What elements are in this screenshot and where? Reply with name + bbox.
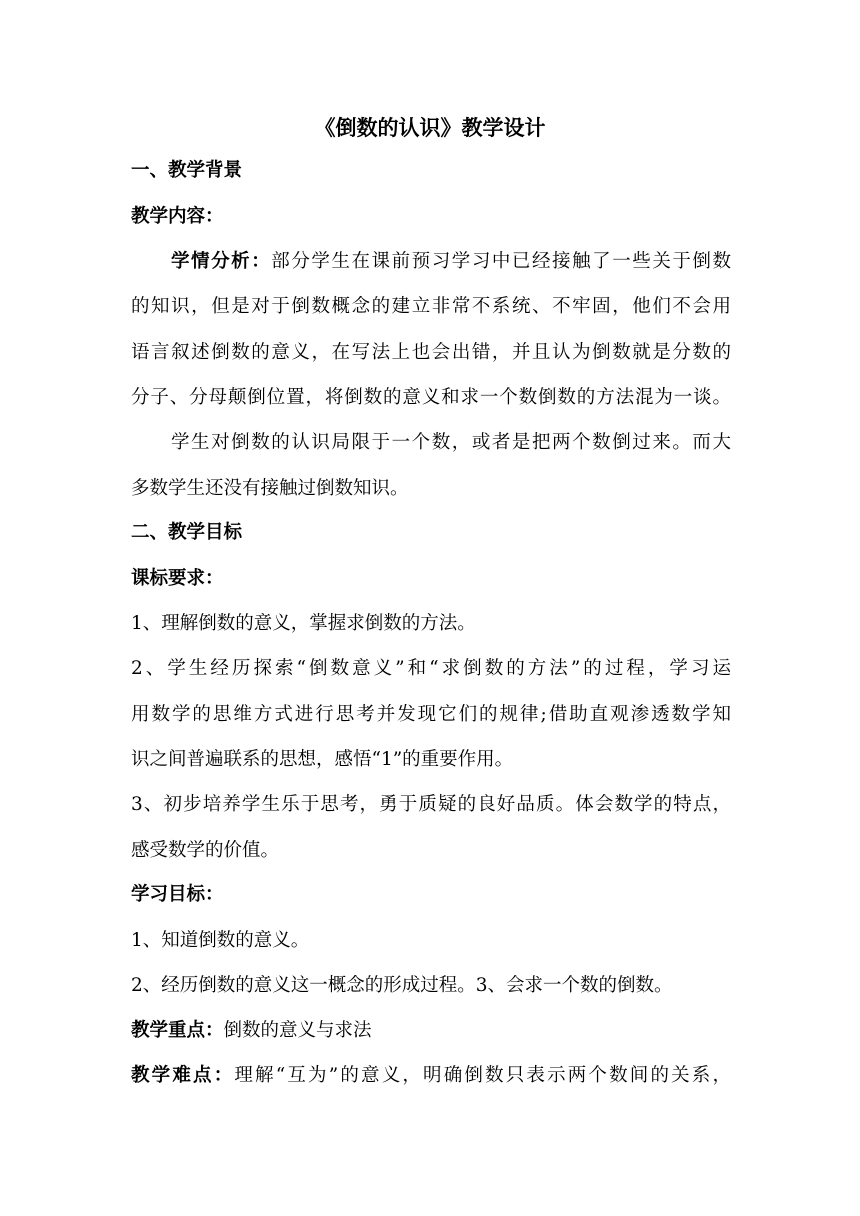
requirement-3-line-1: 3、初步培养学生乐于思考，勇于质疑的良好品质。体会数学的特点，	[131, 794, 731, 815]
learning-goals-label: 学习目标：	[131, 884, 224, 905]
requirement-1: 1、理解倒数的意义，掌握求倒数的方法。	[131, 613, 476, 634]
teaching-key-point	[131, 1018, 731, 1044]
analysis-paragraph-line-2: 的知识，但是对于倒数概念的建立非常不系统、不牢固，他们不会用	[131, 296, 731, 317]
difficulty-label: 教学难点：	[131, 1065, 235, 1086]
difficulty-text: 理解“互为”的意义，明确倒数只表示两个数间的关系，	[234, 1065, 731, 1086]
key-point-label: 教学重点：	[131, 1020, 224, 1041]
paragraph-2-line-2: 多数学生还没有接触过倒数知识。	[131, 478, 409, 499]
curriculum-standard-label: 课标要求：	[131, 568, 224, 589]
teaching-difficulty	[131, 1063, 731, 1089]
learning-goal-1: 1、知道倒数的意义。	[131, 930, 310, 951]
analysis-paragraph-line-1	[171, 249, 731, 275]
section-heading-objectives: 二、教学目标	[131, 522, 243, 543]
requirement-2-line-3: 识之间普遍联系的思想，感悟“1”的重要作用。	[131, 749, 514, 770]
analysis-paragraph-line-4: 分子、分母颠倒位置，将倒数的意义和求一个数倒数的方法混为一谈。	[131, 387, 731, 408]
requirement-3-line-2: 感受数学的价值。	[131, 840, 280, 861]
teaching-content-label: 教学内容：	[131, 206, 224, 227]
section-heading-background: 一、教学背景	[131, 160, 243, 181]
requirement-2-line-2: 用数学的思维方式进行思考并发现它们的规律;借助直观渗透数学知	[131, 704, 731, 725]
analysis-line-1-text: 部分学生在课前预习学习中已经接触了一些关于倒数	[271, 251, 731, 272]
analysis-label: 学情分析：	[171, 251, 272, 272]
learning-goal-2-3: 2、经历倒数的意义这一概念的形成过程。3、会求一个数的倒数。	[131, 975, 673, 996]
key-point-text: 倒数的意义与求法	[223, 1020, 372, 1041]
document-title: 《倒数的认识》教学设计	[314, 115, 546, 140]
paragraph-2-line-1: 学生对倒数的认识局限于一个数，或者是把两个数倒过来。而大	[171, 432, 731, 453]
analysis-paragraph-line-3: 语言叙述倒数的意义，在写法上也会出错，并且认为倒数就是分数的	[131, 342, 731, 363]
requirement-2-line-1: 2、学生经历探索“倒数意义”和“求倒数的方法”的过程，学习运	[131, 658, 731, 679]
